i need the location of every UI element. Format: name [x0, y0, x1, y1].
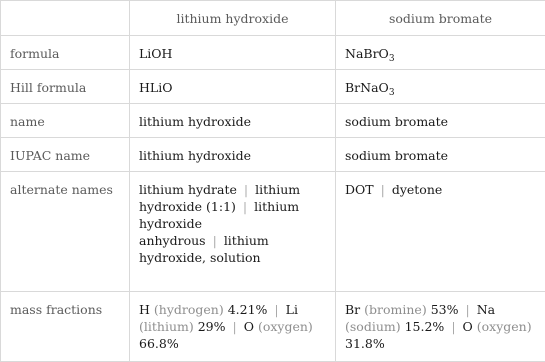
header-sodium-bromate: sodium bromate	[336, 1, 545, 36]
alternate-name: lithium hydrate	[139, 182, 237, 197]
separator: |	[226, 319, 244, 334]
mass-fraction-value: 4.21%	[228, 302, 268, 317]
alternate-name: DOT	[345, 182, 374, 197]
mass-fraction-value: 66.8%	[139, 336, 179, 351]
separator: |	[374, 182, 392, 197]
hill-formula-main: BrNaO	[345, 80, 389, 95]
element-name: (bromine)	[364, 302, 427, 317]
formula-subscript: 3	[389, 54, 395, 64]
element-name: (hydrogen)	[154, 302, 224, 317]
mass-fraction-value: 29%	[198, 319, 226, 334]
alternate-name: lithium hydroxide, solution	[139, 233, 269, 265]
row-label-name: name	[1, 104, 130, 138]
alternate-names-sodium-bromate	[336, 172, 545, 292]
element-symbol: O	[244, 319, 254, 334]
table-row-alternate-names	[1, 172, 545, 292]
element-name: (oxygen)	[258, 319, 313, 334]
iupac-name-lithium-hydroxide: lithium hydroxide	[130, 138, 336, 172]
mass-fraction-value: 15.2%	[405, 319, 445, 334]
element-symbol: O	[463, 319, 473, 334]
element-name: (sodium)	[345, 319, 401, 334]
row-label-alternate-names: alternate names	[1, 172, 130, 292]
mass-fraction-value: 53%	[431, 302, 459, 317]
table-row-iupac-name	[1, 138, 545, 172]
element-name: (oxygen)	[477, 319, 532, 334]
hill-formula-main: HLiO	[139, 80, 172, 95]
alternate-name: lithium hydroxide anhydrous	[139, 199, 299, 248]
separator: |	[267, 302, 285, 317]
separator: |	[206, 233, 224, 248]
row-label-iupac-name: IUPAC name	[1, 138, 130, 172]
formula-main: LiOH	[139, 46, 172, 61]
header-row	[1, 1, 545, 36]
row-label-mass-fractions: mass fractions	[1, 292, 130, 362]
element-symbol: H	[139, 302, 150, 317]
header-corner	[1, 1, 130, 36]
hill-formula-subscript: 3	[389, 88, 395, 98]
hill-formula-lithium-hydroxide	[130, 70, 336, 104]
formula-main: NaBrO	[345, 46, 389, 61]
element-symbol: Br	[345, 302, 360, 317]
alternate-name: lithium hydroxide (1:1)	[139, 182, 300, 214]
table-row-hill-formula	[1, 70, 545, 104]
alternate-name: dyetone	[392, 182, 442, 197]
element-name: (lithium)	[139, 319, 194, 334]
row-label-formula: formula	[1, 36, 130, 70]
row-label-hill-formula: Hill formula	[1, 70, 130, 104]
iupac-name-sodium-bromate: sodium bromate	[336, 138, 545, 172]
header-lithium-hydroxide: lithium hydroxide	[130, 1, 336, 36]
separator: |	[237, 182, 255, 197]
element-symbol: Li	[286, 302, 298, 317]
alternate-names-lithium-hydroxide	[130, 172, 336, 292]
separator: |	[444, 319, 462, 334]
name-sodium-bromate: sodium bromate	[336, 104, 545, 138]
table-row-name	[1, 104, 545, 138]
formula-sodium-bromate	[336, 36, 545, 70]
formula-lithium-hydroxide	[130, 36, 336, 70]
mass-fraction-value: 31.8%	[345, 336, 385, 351]
name-lithium-hydroxide: lithium hydroxide	[130, 104, 336, 138]
separator: |	[459, 302, 477, 317]
element-symbol: Na	[477, 302, 495, 317]
hill-formula-sodium-bromate	[336, 70, 545, 104]
separator: |	[236, 199, 254, 214]
table-row-formula	[1, 36, 545, 70]
